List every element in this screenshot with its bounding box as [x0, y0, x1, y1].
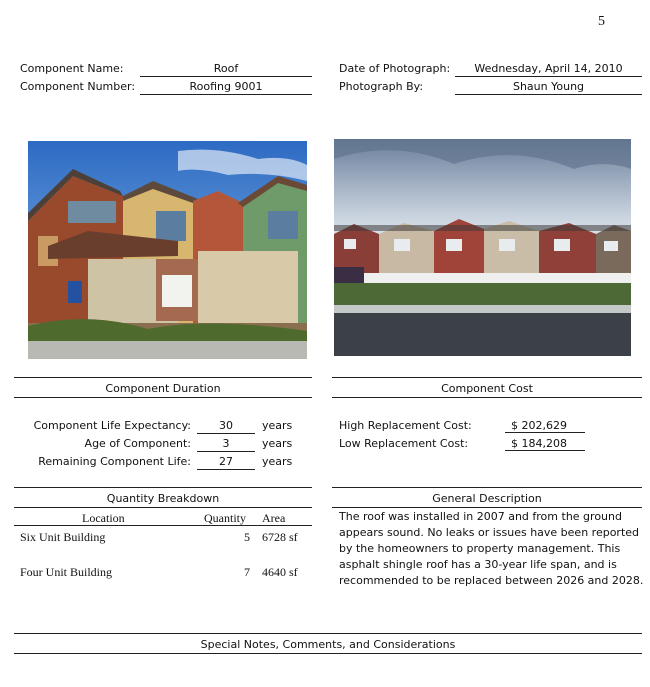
- quantity-title: Quantity Breakdown: [106, 492, 220, 505]
- notes-title: Special Notes, Comments, and Considerations: [200, 638, 456, 651]
- notes-top-rule: [14, 633, 642, 634]
- description-line: asphalt shingle roof has a 30-year life span, and is: [339, 558, 617, 571]
- remaining-life-unit: years: [262, 455, 293, 468]
- table-row-quantity: 7: [244, 565, 250, 579]
- description-bottom-rule: [332, 507, 642, 508]
- page-number: 5: [598, 14, 605, 29]
- duration-top-rule: [14, 377, 312, 378]
- description-line: appears sound. No leaks or issues have been reported: [339, 526, 640, 539]
- table-row-location: Four Unit Building: [20, 565, 113, 579]
- townhome-photo-drawing: [28, 141, 307, 359]
- description-line: The roof was installed in 2007 and from the ground: [339, 510, 622, 523]
- remaining-life-label: Remaining Component Life:: [38, 455, 191, 468]
- col-header-location: Location: [82, 511, 125, 525]
- description-top-rule: [332, 487, 642, 488]
- description-title: General Description: [432, 492, 542, 505]
- description-line: recommended to be replaced between 2026 and 2028.: [339, 574, 644, 587]
- life-expectancy-label: Component Life Expectancy:: [33, 419, 191, 432]
- cost-bottom-rule: [332, 397, 642, 398]
- street-photo-drawing: [334, 139, 631, 356]
- life-expectancy-unit: years: [262, 419, 293, 432]
- low-cost-value: $ 184,208: [505, 436, 585, 451]
- table-row-location: Six Unit Building: [20, 530, 106, 544]
- component-number-label: Component Number:: [20, 80, 136, 93]
- component-name-value: Roof: [140, 61, 312, 77]
- quantity-header-top-rule: [14, 507, 312, 508]
- photo-date-value: Wednesday, April 14, 2010: [455, 61, 642, 77]
- description-line: by the homeowners to property management. This: [339, 542, 621, 555]
- low-cost-label: Low Replacement Cost:: [339, 437, 469, 450]
- table-row-quantity: 5: [244, 530, 250, 544]
- photo-by-value: Shaun Young: [455, 79, 642, 95]
- quantity-top-rule: [14, 487, 312, 488]
- high-cost-value: $ 202,629: [505, 418, 585, 433]
- roof-photo-front: [28, 141, 307, 359]
- notes-bottom-rule: [14, 653, 642, 654]
- quantity-header-bottom-rule: [14, 525, 312, 526]
- component-number-value: Roofing 9001: [140, 79, 312, 95]
- component-name-label: Component Name:: [20, 62, 124, 75]
- photo-date-label: Date of Photograph:: [339, 62, 451, 75]
- col-header-area: Area: [262, 511, 286, 525]
- duration-title: Component Duration: [105, 382, 221, 395]
- photo-by-label: Photograph By:: [339, 80, 424, 93]
- remaining-life-value: 27: [197, 454, 255, 470]
- roof-photo-street: [334, 139, 631, 356]
- cost-top-rule: [332, 377, 642, 378]
- life-expectancy-value: 30: [197, 418, 255, 434]
- col-header-quantity: Quantity: [204, 511, 246, 525]
- age-value: 3: [197, 436, 255, 452]
- high-cost-label: High Replacement Cost:: [339, 419, 472, 432]
- table-row-area: 4640 sf: [262, 565, 298, 579]
- age-unit: years: [262, 437, 293, 450]
- duration-bottom-rule: [14, 397, 312, 398]
- table-row-area: 6728 sf: [262, 530, 298, 544]
- cost-title: Component Cost: [441, 382, 533, 395]
- age-label: Age of Component:: [84, 437, 191, 450]
